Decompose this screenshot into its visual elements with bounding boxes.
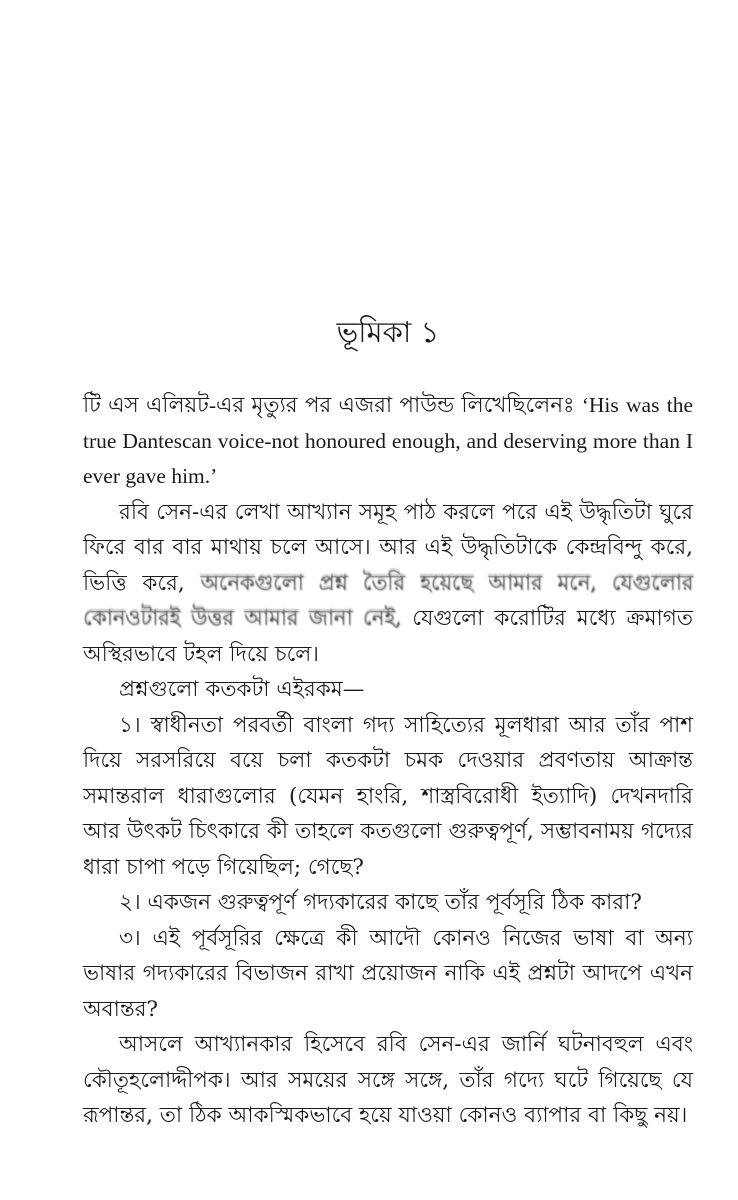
chapter-title: ভূমিকা ১	[336, 315, 440, 349]
question-2: ২। একজন গুরুত্বপূর্ণ গদ্যকারের কাছে তাঁর পূর্বসূরি ঠিক কারা?	[119, 890, 642, 915]
body-text	[83, 388, 693, 1134]
paragraph-conclusion: আসলে আখ্যানকার হিসেবে রবি সেন-এর জার্নি ঘটনাবহুল এবং কৌতূহলোদ্দীপক। আর সময়ের সঙ্গে সঙ্গে, তাঁর গদ্যে ঘটে গিয়েছে যে রূপান্তর, তা ঠিক আকস্মিকভাবে হয়ে যাওয়া কোনও ব্যাপার বা কিছু নয়।	[83, 1032, 693, 1128]
paragraph-questions-lead: প্রশ্নগুলো কতকটা এইরকম—	[119, 677, 365, 702]
question-1: ১। স্বাধীনতা পরবর্তী বাংলা গদ্য সাহিত্যের মূলধারা আর তাঁর পাশ দিয়ে সরসরিয়ে বয়ে চলা কতকটা চমক দেওয়ার প্রবণতায় আক্রান্ত সমান্তরাল ধারাগুলোর (যেমন হাংরি, শাস্ত্রবিরোধী ইত্যাদি) দেখনদারি আর উৎকট চিৎকারে কী তাহলে কতগুলো গুরুত্বপূর্ণ, সম্ভাবনাময় গদ্যের ধারা চাপা পড়ে গিয়েছিল; গেছে?	[83, 712, 693, 880]
smudged-print-line: অনেকগুলো প্রশ্ন তৈরি হয়েছে আমার মনে, যেগুলোর কোনওটারই উত্তর আমার জানা নেই,	[83, 570, 693, 631]
paragraph-intro-end: যেগুলো করোটির মধ্যে ক্রমাগত অস্থিরভাবে টহল দিয়ে চলে।	[83, 606, 693, 667]
book-page	[83, 0, 693, 1200]
question-3: ৩। এই পূর্বসূরির ক্ষেত্রে কী আদৌ কোনও নিজের ভাষা বা অন্য ভাষার গদ্যকারের বিভাজন রাখা প্রয়োজন নাকি এই প্রশ্নটা আদপে এখন অবান্তর?	[83, 925, 693, 1022]
paragraph-eliot-quote: টি এস এলিয়ট-এর মৃত্যুর পর এজরা পাউন্ড লিখেছিলেনঃ ‘His was the true Dantescan voice-not honoured enough, and deserving more than I ever gave him.’	[83, 393, 693, 488]
paragraph-intro	[83, 495, 693, 673]
paragraph-intro-text: রবি সেন-এর লেখা আখ্যান সমূহ পাঠ করলে পরে এই উদ্ধৃতিটা ঘুরে ফিরে বার বার মাথায় চলে আসে। আর এই উদ্ধৃতিটাকে কেন্দ্রবিন্দু করে, ভিত্তি করে,	[83, 499, 693, 596]
